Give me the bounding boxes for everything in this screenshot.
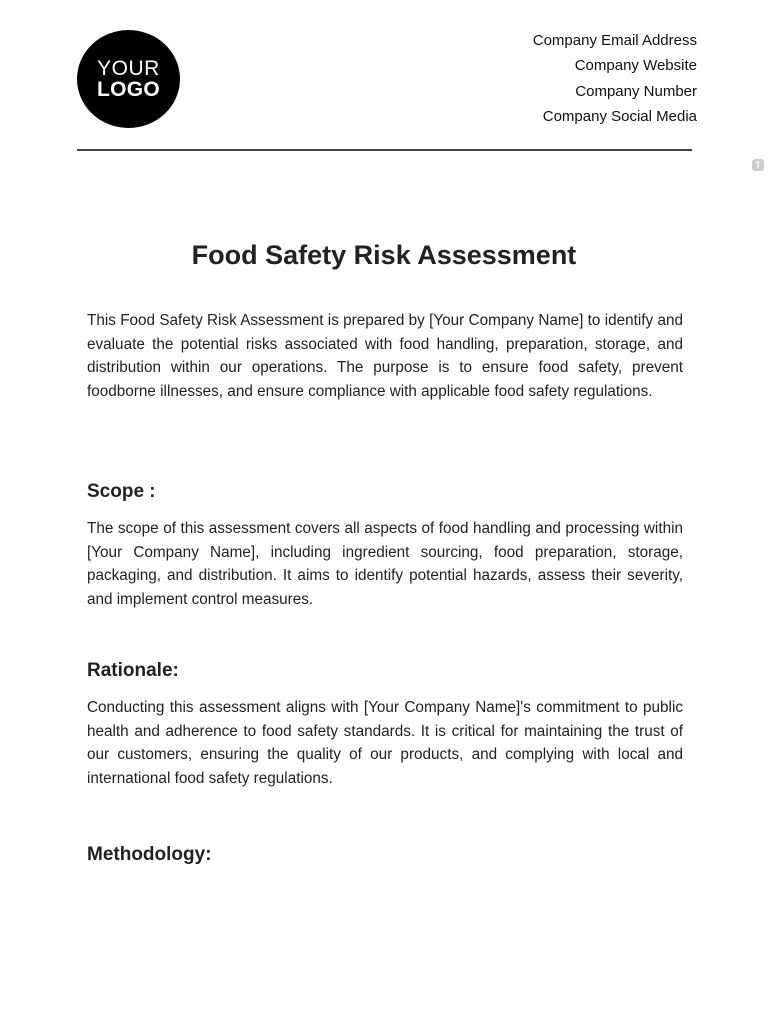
logo-text-line1: YOUR [97,57,160,80]
section-heading-rationale: Rationale: [87,660,179,681]
company-website: Company Website [574,57,697,75]
company-number: Company Number [575,82,697,100]
section-body-scope: The scope of this assessment covers all aspects of food handling and processing within [Your Company Name], including ingredient sourcing, food preparation, storage, packaging, and distribution. It aims to identify potential hazards, assess their severity, and implement control measures. [87,520,683,609]
logo-text-line2: LOGO [96,78,161,101]
section-heading-methodology: Methodology: [87,844,212,865]
company-social-media: Company Social Media [542,107,697,125]
company-logo [77,30,180,128]
company-contact-block [533,30,697,131]
text-tool-icon[interactable]: T [752,159,764,171]
company-email: Company Email Address [532,32,697,49]
header-divider [77,149,692,151]
section-heading-scope: Scope : [87,481,156,502]
document-title: Food Safety Risk Assessment [191,240,577,270]
section-body-rationale: Conducting this assessment aligns with [Your Company Name]'s commitment to public health and adherence to food safety standards. It is critical for maintaining the trust of our customers, ensuring the quality of our products, and complying with local and international food safety regulations. [87,699,683,788]
intro-paragraph: This Food Safety Risk Assessment is prepared by [Your Company Name] to identify and evaluate the potential risks associated with food handling, preparation, storage, and distribution within our operations. The purpose is to ensure food safety, prevent foodborne illnesses, and ensure compliance with applicable food safety regulations. [87,312,683,401]
